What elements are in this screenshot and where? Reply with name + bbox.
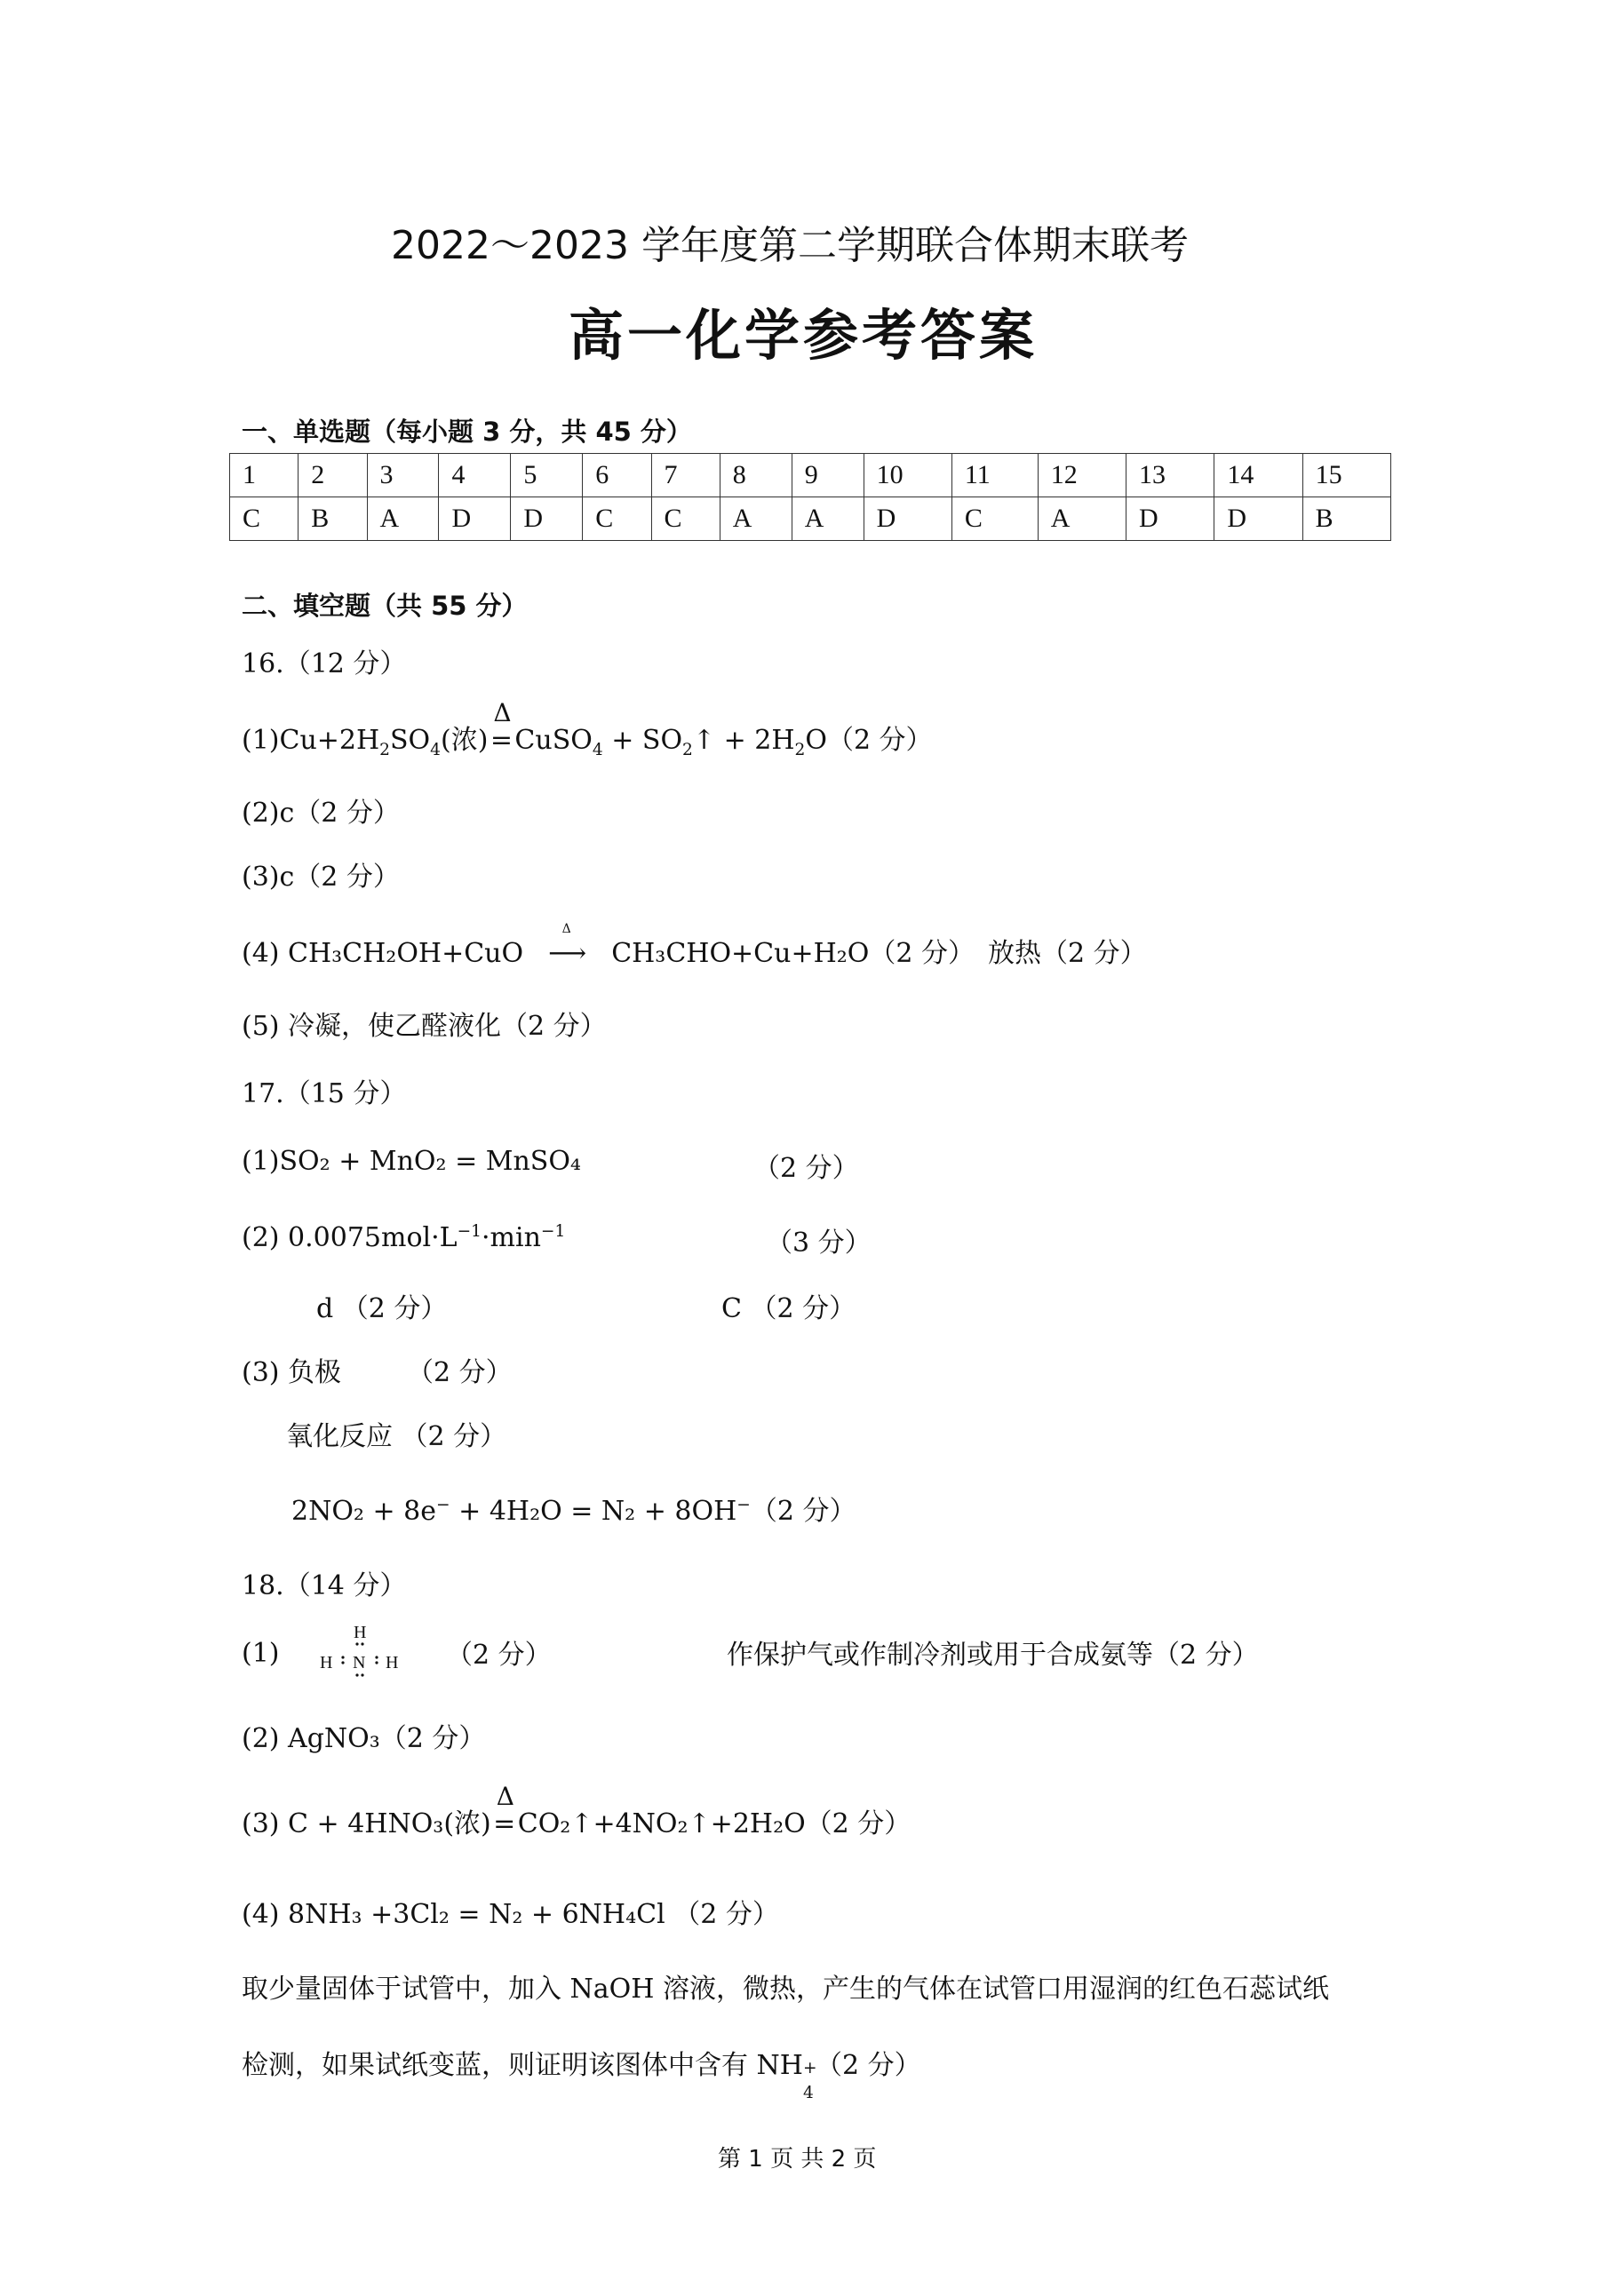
q17-part1-eq: (1)SO₂ + MnO₂ = MnSO₄ (242, 1146, 581, 1177)
q16-part5: (5) 冷凝，使乙醛液化（2 分） (242, 1011, 607, 1042)
q17-p3c-b: + 4H₂O = N₂ + 8OH (450, 1496, 737, 1527)
q17-p3c-sup1: − (436, 1496, 450, 1514)
answer-cell: C (583, 497, 651, 541)
q18-p3-pre: (3) C + 4HNO₃(浓) (242, 1808, 491, 1839)
question-number-cell: 14 (1214, 454, 1302, 497)
answer-cell: C (951, 497, 1038, 541)
q18-part5-line2: 检测，如果试纸变蓝，则证明该图体中含有 NH + 4 （2 分） (242, 2050, 921, 2102)
q18-part5-line1: 取少量固体于试管中，加入 NaOH 溶液，微热，产生的气体在试管口用湿润的红色石蕊试纸 (242, 1974, 1329, 2005)
q16-p1-pre: (1)Cu+2H (242, 725, 380, 756)
q17-part3b: 氧化反应 （2 分） (286, 1421, 507, 1452)
question-number-cell: 10 (864, 454, 951, 497)
question-number-cell: 13 (1126, 454, 1214, 497)
q17-part2b-right: C （2 分） (721, 1293, 856, 1324)
q16-p1-mid2: (浓) (441, 725, 489, 756)
section2-heading: 二、填空题（共 55 分） (242, 591, 528, 621)
q16-part2: (2)c（2 分） (242, 798, 400, 829)
answer-cell: B (299, 497, 367, 541)
question-number-cell: 8 (720, 454, 792, 497)
answer-cell: D (864, 497, 951, 541)
heat-arrow (532, 922, 603, 969)
q16-p1-sub2: 4 (430, 741, 441, 759)
q18-part4: (4) 8NH₃ +3Cl₂ = N₂ + 6NH₄Cl （2 分） (242, 1899, 779, 1930)
q18-part2: (2) AgNO₃（2 分） (242, 1723, 486, 1754)
q18-p5-b: （2 分） (815, 2050, 921, 2081)
answer-cell: A (720, 497, 792, 541)
q17-part1-score: （2 分） (753, 1153, 859, 1184)
svg-text:H: H (354, 1623, 367, 1642)
question-number-row (230, 454, 1391, 497)
question-number-cell: 3 (367, 454, 439, 497)
q17-part3c (291, 1489, 856, 1528)
q17-p2-a: (2) 0.0075mol·L (242, 1222, 458, 1253)
answer-cell: C (651, 497, 720, 541)
q16-p4-left: (4) CH₃CH₂OH+CuO (242, 938, 524, 969)
q17-p2-b: ·min (482, 1222, 541, 1253)
delta-mark-2: Δ (496, 1782, 514, 1811)
electron-dot-structure-icon (316, 1622, 414, 1684)
q18-part3 (242, 1782, 911, 1840)
q16-part4-extra: 放热（2 分） (988, 938, 1147, 969)
q16-p1-sub4: 2 (682, 741, 693, 759)
q16-p1-post3: ↑ + 2H (692, 725, 795, 756)
arrow-mark: ⟶ (548, 938, 587, 969)
question-number-cell: 5 (511, 454, 583, 497)
q18-p3-post: CO₂↑+4NO₂↑+2H₂O（2 分） (517, 1808, 911, 1839)
q17-part2-score: （3 分） (766, 1227, 872, 1259)
q16-p1-post2: + SO (602, 725, 683, 756)
q16-part4 (242, 922, 975, 970)
q17-p3c-c: （2 分） (750, 1496, 856, 1527)
nh3-electron-dot-formula (316, 1622, 414, 1688)
exam-title: 2022～2023 学年度第二学期联合体期末联考 (391, 223, 1189, 268)
q17-p2-sup1: −1 (457, 1222, 482, 1241)
section1-heading: 一、单选题（每小题 3 分，共 45 分） (242, 417, 692, 447)
q18-part1-score: （2 分） (446, 1640, 552, 1671)
q16-p1-sub3: 4 (592, 741, 603, 759)
q16-part3: (3)c（2 分） (242, 862, 400, 893)
q16-part1 (242, 698, 933, 759)
q16-p1-post4: O（2 分） (805, 725, 933, 756)
q16-p1-post1: CuSO (514, 725, 593, 756)
q17-part2-eq (242, 1222, 565, 1253)
q16-p1-mid1: SO (390, 725, 431, 756)
q16-header: 16.（12 分） (242, 648, 407, 679)
question-number-cell: 4 (439, 454, 511, 497)
question-number-cell: 11 (951, 454, 1038, 497)
answer-cell: B (1302, 497, 1390, 541)
q17-p3c-sup2: − (736, 1496, 751, 1514)
answer-table (229, 453, 1391, 541)
answer-key-title: 高一化学参考答案 (569, 303, 1039, 368)
answer-cell: D (1126, 497, 1214, 541)
q18-p5-a: 检测，如果试纸变蓝，则证明该图体中含有 NH (242, 2050, 803, 2081)
q18-part1-label: (1) (242, 1638, 280, 1669)
q17-part3-left: (3) 负极 (242, 1357, 342, 1388)
question-number-cell: 12 (1038, 454, 1126, 497)
q18-part1-use: 作保护气或作制冷剂或用于合成氨等（2 分） (727, 1640, 1259, 1671)
answer-cell: D (511, 497, 583, 541)
answer-cell: C (230, 497, 299, 541)
q17-header: 17.（15 分） (242, 1078, 407, 1109)
arrow-delta-mark: Δ (561, 922, 571, 936)
question-number-cell: 9 (792, 454, 864, 497)
answer-cell: D (1214, 497, 1302, 541)
answer-cell: D (439, 497, 511, 541)
delta-mark: Δ (493, 698, 512, 727)
q17-part2b-left: d （2 分） (316, 1293, 448, 1324)
answer-cell: A (367, 497, 439, 541)
answer-cell: A (1038, 497, 1126, 541)
q16-p1-sub1: 2 (379, 741, 390, 759)
equals-mark-2: = (493, 1808, 516, 1839)
q16-p1-sub5: 2 (794, 741, 806, 759)
q18-header: 18.（14 分） (242, 1570, 407, 1601)
q17-p3c-a: 2NO₂ + 8e (291, 1496, 437, 1527)
svg-text:H: H (386, 1653, 399, 1672)
question-number-cell: 2 (299, 454, 367, 497)
question-number-cell: 1 (230, 454, 299, 497)
svg-text:H: H (320, 1653, 333, 1672)
answer-row (230, 497, 1391, 541)
svg-text:N: N (353, 1653, 366, 1672)
question-number-cell: 6 (583, 454, 651, 497)
question-number-cell: 7 (651, 454, 720, 497)
question-number-cell: 15 (1302, 454, 1390, 497)
q17-part3-score: （2 分） (407, 1357, 513, 1388)
answer-cell: A (792, 497, 864, 541)
q16-p4-right: CH₃CHO+Cu+H₂O（2 分） (611, 938, 975, 969)
q17-p2-sup2: −1 (540, 1222, 566, 1241)
equals-mark: = (490, 725, 513, 756)
heat-equals-sign (488, 698, 514, 756)
heat-equals-sign-2 (491, 1782, 518, 1839)
page-footer: 第 1 页 共 2 页 (718, 2146, 877, 2173)
